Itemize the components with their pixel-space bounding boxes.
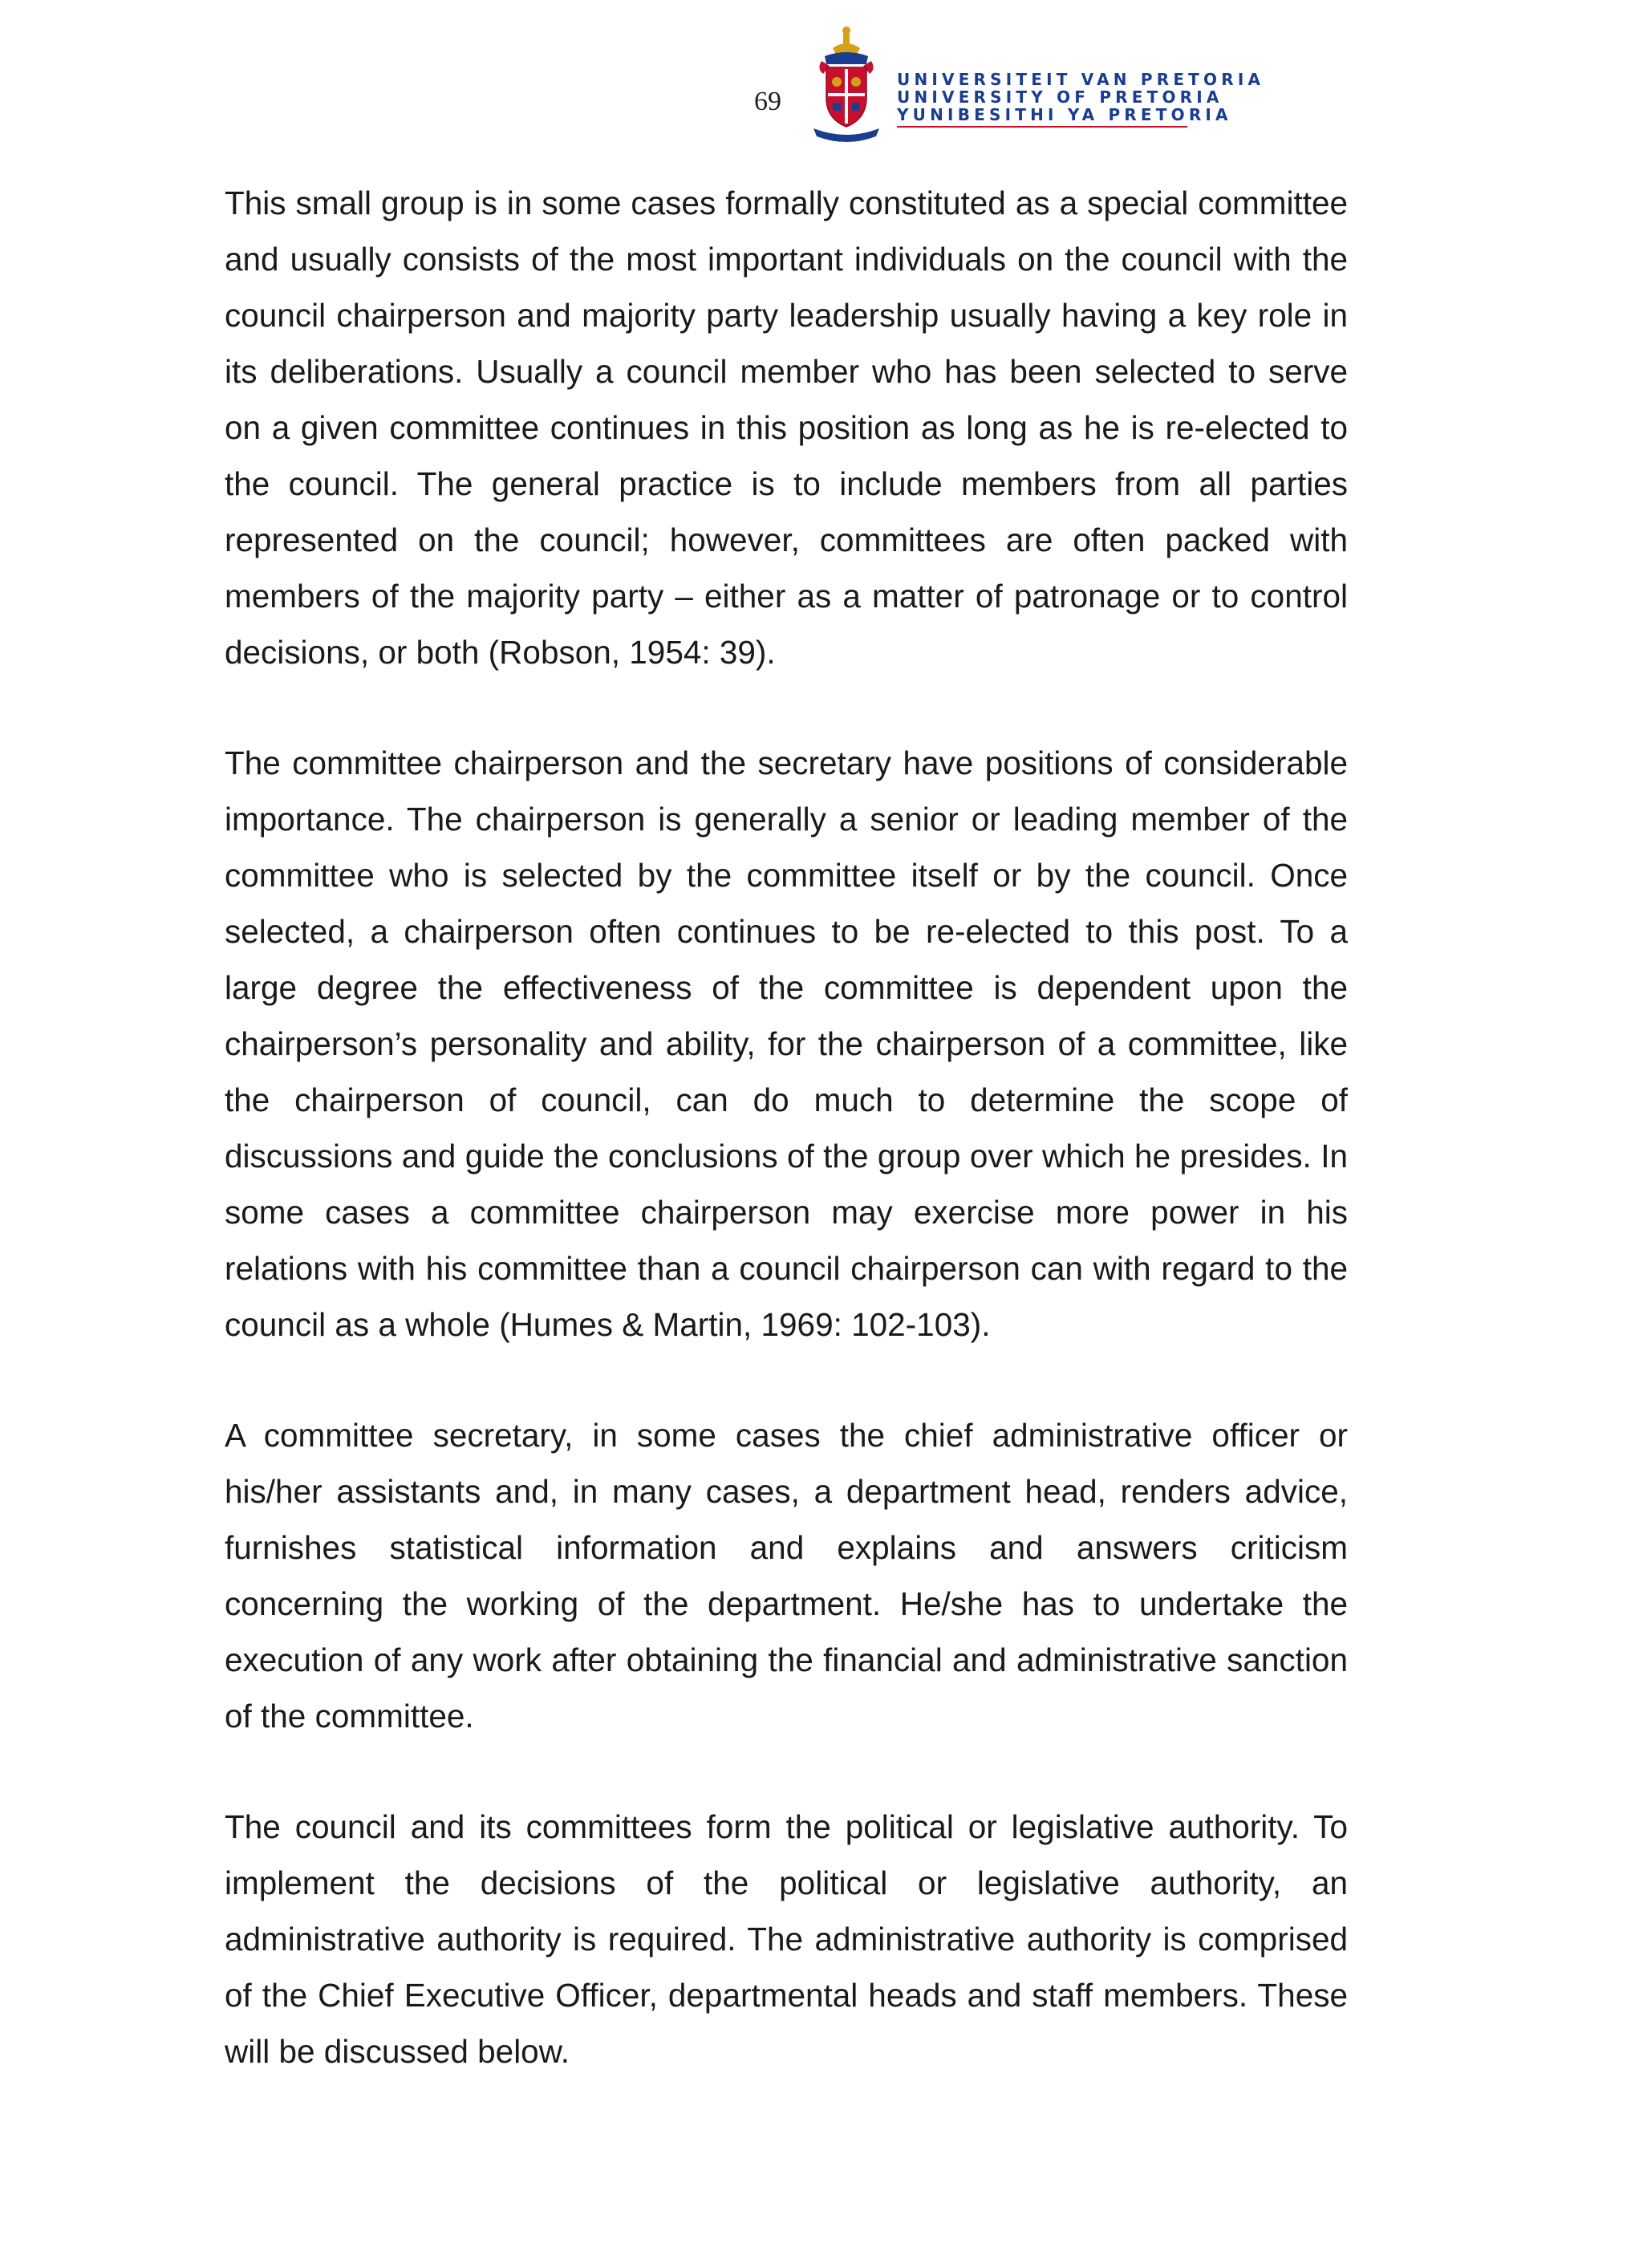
university-name-sepedi: YUNIBESITHI YA PRETORIA	[897, 105, 1232, 124]
university-name-english: UNIVERSITY OF PRETORIA	[897, 87, 1223, 107]
paragraph-committee-secretary: A committee secretary, in some cases the chief administrative officer or his/her assistants and, in many cases, a department head, renders advice, furnishes statistical information and explains and answers criticism concerning the working of the department. He/she has to undertake the execution of any work after obtaining the financial and administrative sanction of the committee.	[225, 1417, 1348, 1734]
paragraph-committee-chairperson: The committee chairperson and the secretary have positions of considerable importance. The chairperson is generally a senior or leading member of the committee who is selected by the committee itself or by the council. Once selected, a chairperson often continues to be re-elected to this post. To a large degree the effectiveness of the committee is dependent upon the chairperson’s personality and ability, for the chairperson of a committee, like the chairperson of council, can do much to determine the scope of discussions and guide the conclusions of the group over which he presides. In some cases a committee chairperson may exercise more power in his relations with his committee than a council chairperson can with regard to the council as a whole (Humes & Martin, 1969: 102-103).	[225, 745, 1348, 1343]
page-header	[754, 24, 1265, 144]
body-text	[225, 175, 1348, 2134]
university-crest-icon	[810, 24, 882, 144]
university-names	[897, 70, 1265, 128]
paragraph-administrative-authority: The council and its committees form the political or legislative authority. To implement the decisions of the political or legislative authority, an administrative authority is required. The administrative authority is comprised of the Chief Executive Officer, departmental heads and staff members. These will be discussed below.	[225, 1808, 1348, 2070]
header-rule	[897, 126, 1187, 128]
page-number: 69	[754, 87, 781, 116]
university-name-afrikaans: UNIVERSITEIT VAN PRETORIA	[897, 70, 1265, 89]
paragraph-small-group: This small group is in some cases formally constituted as a special committee and usually consists of the most important individuals on the council with the council chairperson and majority party leadership usually having a key role in its deliberations. Usually a council member who has been selected to serve on a given committee continues in this position as long as he is re-elected to the council. The general practice is to include members from all parties represented on the council; however, committees are often packed with members of the majority party – either as a matter of patronage or to control decisions, or both (Robson, 1954: 39).	[225, 185, 1348, 671]
